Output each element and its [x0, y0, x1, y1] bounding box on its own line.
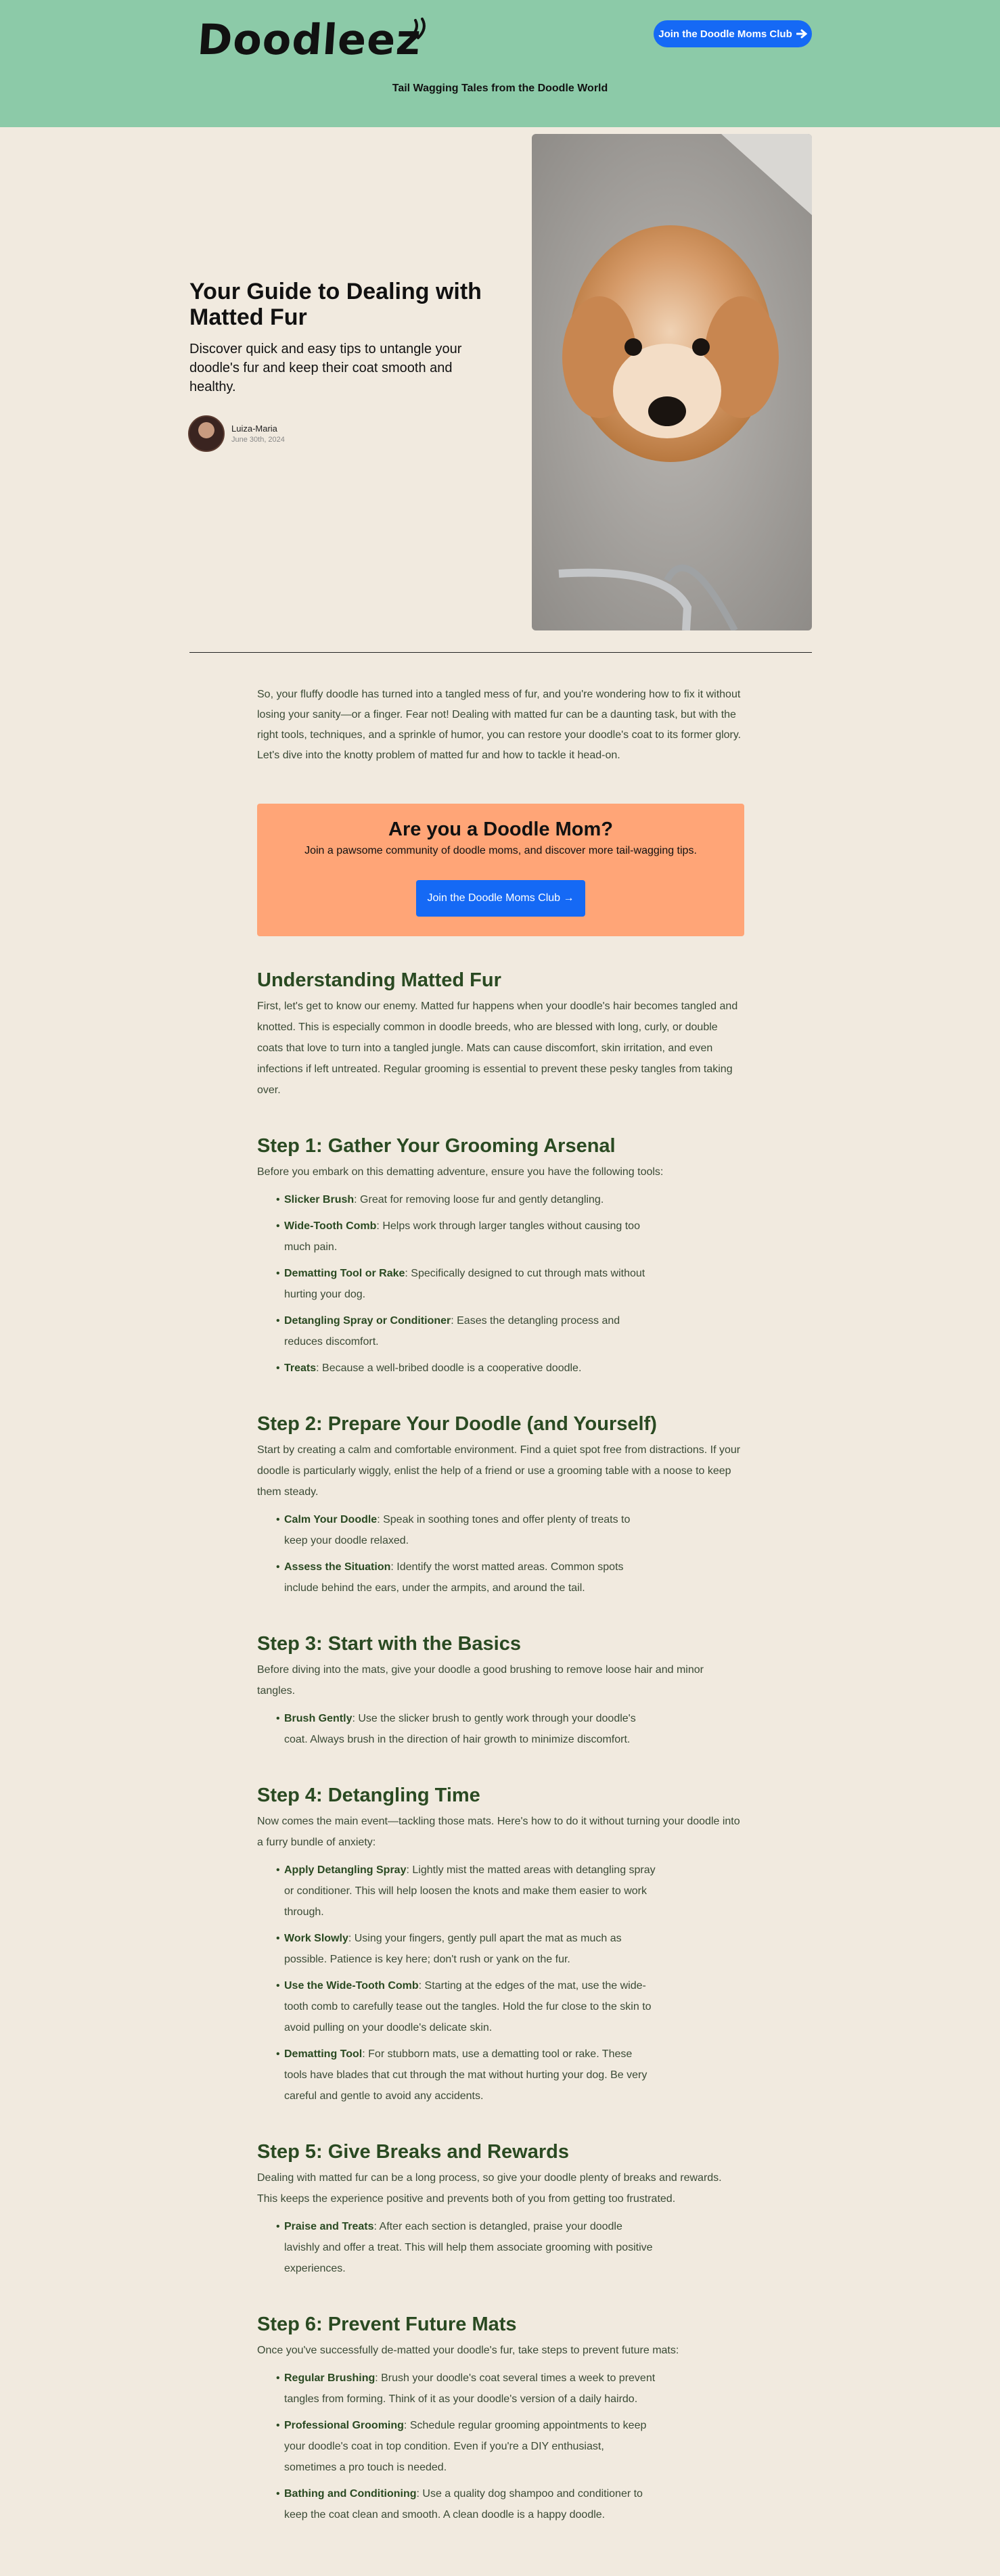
list-item-term: Dematting Tool: [284, 2048, 363, 2060]
list-item: [277, 1358, 656, 1379]
avatar[interactable]: [188, 415, 225, 452]
list-item-text: : Identify the worst matted areas. Common spots include behind the ears, under the armpits, and around the tail.: [284, 1561, 624, 1594]
section-list: [257, 2216, 656, 2279]
section-list: [257, 1860, 656, 2107]
section-heading: Understanding Matted Fur: [257, 969, 501, 991]
section-list: [257, 1708, 656, 1750]
article-sections: [257, 969, 744, 2525]
list-item-text: : Helps work through larger tangles without causing too much pain.: [284, 1220, 640, 1253]
article-section: [257, 1134, 744, 1379]
list-item-text: : Brush your doodle's coat several times a week to prevent tangles from forming. Think of it as your doodle's version of a daily hairdo.: [284, 2372, 656, 2405]
site-logo[interactable]: Doodleez: [196, 15, 424, 64]
list-item-term: Wide-Tooth Comb: [284, 1220, 377, 1232]
list-item: [277, 1860, 656, 1923]
section-heading: Step 1: Gather Your Grooming Arsenal: [257, 1135, 616, 1157]
list-item: [277, 2368, 656, 2410]
list-item-term: Praise and Treats: [284, 2221, 374, 2232]
section-heading: Step 2: Prepare Your Doodle (and Yourself): [257, 1413, 657, 1435]
club-promo-box: [257, 804, 744, 936]
list-item-text: : Speak in soothing tones and offer plenty of treats to keep your doodle relaxed.: [284, 1514, 631, 1546]
list-item: [277, 1975, 656, 2038]
list-item: [277, 1928, 656, 1970]
page-subtitle: Discover quick and easy tips to untangle your doodle's fur and keep their coat smooth and healthy.: [189, 342, 462, 394]
section-list: [257, 2368, 656, 2525]
section-heading: Step 6: Prevent Future Mats: [257, 2314, 517, 2335]
list-item: [277, 1310, 656, 1352]
list-item: [277, 2483, 656, 2525]
list-item-text: : Use a quality dog shampoo and conditioner to keep the coat clean and smooth. A clean doodle is a happy doodle.: [284, 2488, 643, 2521]
list-item-term: Detangling Spray or Conditioner: [284, 1315, 451, 1327]
section-paragraph: First, let's get to know our enemy. Matted fur happens when your doodle's hair becomes tangled and knotted. This is especially common in doodle breeds, who are blessed with long, curly, or double coats that love to turn into a tangled jungle. Mats can cause discomfort, skin irritation, and even infections if left untreated. Regular grooming is essential to prevent these pesky tangles from taking over.: [257, 1001, 738, 1096]
publish-date: June 30th, 2024: [231, 436, 285, 444]
arrow-right-icon: [796, 29, 807, 39]
list-item-term: Work Slowly: [284, 1933, 348, 1944]
site-header: [0, 0, 1000, 127]
list-item-term: Assess the Situation: [284, 1561, 391, 1573]
section-list: [257, 1509, 656, 1598]
list-item-text: : For stubborn mats, use a dematting tool or rake. These tools have blades that cut through the mat without hurting your dog. Be very careful and gentle to avoid any accidents.: [284, 2048, 647, 2102]
list-item-term: Apply Detangling Spray: [284, 1864, 407, 1876]
list-item-text: : Schedule regular grooming appointments to keep your doodle's coat in top condition. Even if you're a DIY enthusiast, sometimes a pro touch is needed.: [284, 2420, 647, 2473]
join-club-button[interactable]: [654, 20, 812, 47]
promo-text: Join a pawsome community of doodle moms, and discover more tail-wagging tips.: [304, 845, 697, 856]
article-intro: So, your fluffy doodle has turned into a tangled mess of fur, and you're wondering how to fix it without losing your sanity—or a finger. Fear not! Dealing with matted fur can be a daunting task, but with the right tools, techniques, and a sprinkle of humor, you can restore your doodle's coat to its former glory. Let's dive into the knotty problem of matted fur and how to tackle it head-on.: [257, 689, 742, 761]
list-item-text: : Because a well-bribed doodle is a cooperative doodle.: [316, 1362, 582, 1374]
list-item-term: Bathing and Conditioning: [284, 2488, 417, 2500]
list-item-text: : Eases the detangling process and reduces discomfort.: [284, 1315, 620, 1348]
promo-title: Are you a Doodle Mom?: [388, 819, 613, 840]
list-item-term: Professional Grooming: [284, 2420, 404, 2431]
list-item: [277, 2415, 656, 2478]
section-paragraph: Start by creating a calm and comfortable environment. Find a quiet spot free from distractions. If your doodle is particularly wiggly, enlist the help of a friend or use a grooming table with a noose to keep them steady.: [257, 1444, 741, 1498]
list-item-term: Use the Wide-Tooth Comb: [284, 1980, 419, 1992]
sound-waves-icon: [406, 16, 433, 43]
list-item: [277, 1189, 656, 1210]
section-paragraph: Before diving into the mats, give your doodle a good brushing to remove loose hair and minor tangles.: [257, 1664, 704, 1697]
article-section: [257, 1412, 744, 1598]
list-item-text: : Great for removing loose fur and gently detangling.: [354, 1194, 604, 1205]
section-paragraph: Before you embark on this dematting adventure, ensure you have the following tools:: [257, 1166, 664, 1178]
list-item: [277, 2216, 656, 2279]
list-item-term: Treats: [284, 1362, 317, 1374]
article-section: [257, 2140, 744, 2279]
list-item: [277, 1509, 656, 1551]
promo-join-button[interactable]: Join the Doodle Moms Club →: [416, 880, 585, 917]
list-item-text: : Lightly mist the matted areas with detangling spray or conditioner. This will help loosen the knots and make them easier to work through.: [284, 1864, 656, 1918]
section-heading: Step 4: Detangling Time: [257, 1785, 480, 1806]
page-title: Your Guide to Dealing with Matted Fur: [189, 279, 482, 330]
author-name[interactable]: Luiza-Maria: [231, 423, 277, 434]
hero-divider: [189, 652, 812, 653]
section-heading: Step 3: Start with the Basics: [257, 1633, 521, 1655]
article-section: [257, 1784, 744, 2107]
list-item-text: : Using your fingers, gently pull apart the mat as much as possible. Patience is key here; don't rush or yank on the fur.: [284, 1933, 622, 1965]
list-item-term: Brush Gently: [284, 1713, 353, 1724]
author-block: [188, 415, 285, 452]
article-body: [257, 685, 744, 2531]
section-list: [257, 1189, 656, 1379]
list-item-term: Slicker Brush: [284, 1194, 355, 1205]
article-section: [257, 969, 744, 1101]
list-item: [277, 1216, 656, 1258]
hero-dog-photo: [532, 134, 812, 630]
section-heading: Step 5: Give Breaks and Rewards: [257, 2141, 569, 2163]
list-item: [277, 1557, 656, 1598]
section-paragraph: Dealing with matted fur can be a long process, so give your doodle plenty of breaks and rewards. This keeps the experience positive and prevents both of you from getting too frustrated.: [257, 2172, 722, 2205]
list-item-term: Calm Your Doodle: [284, 1514, 378, 1525]
site-tagline: Tail Wagging Tales from the Doodle World: [392, 83, 608, 94]
list-item-text: : Specifically designed to cut through mats without hurting your dog.: [284, 1268, 645, 1300]
list-item-text: : Use the slicker brush to gently work through your doodle's coat. Always brush in the direction of hair growth to minimize discomfort.: [284, 1713, 636, 1745]
list-item: [277, 2044, 656, 2107]
list-item-text: : Starting at the edges of the mat, use the wide-tooth comb to carefully tease out the tangles. Hold the fur close to the skin to avoid pulling on your doodle's delicate skin.: [284, 1980, 652, 2033]
list-item-term: Dematting Tool or Rake: [284, 1268, 405, 1279]
article-section: [257, 2313, 744, 2525]
section-paragraph: Now comes the main event—tackling those mats. Here's how to do it without turning your doodle into a furry bundle of anxiety:: [257, 1816, 740, 1848]
join-club-label: Join the Doodle Moms Club: [658, 28, 792, 40]
list-item-term: Regular Brushing: [284, 2372, 376, 2384]
section-paragraph: Once you've successfully de-matted your doodle's fur, take steps to prevent future mats:: [257, 2345, 679, 2356]
list-item-text: : After each section is detangled, praise your doodle lavishly and offer a treat. This will help them associate grooming with positive experiences.: [284, 2221, 653, 2274]
list-item: [277, 1708, 656, 1750]
article-section: [257, 1632, 744, 1750]
list-item: [277, 1263, 656, 1305]
